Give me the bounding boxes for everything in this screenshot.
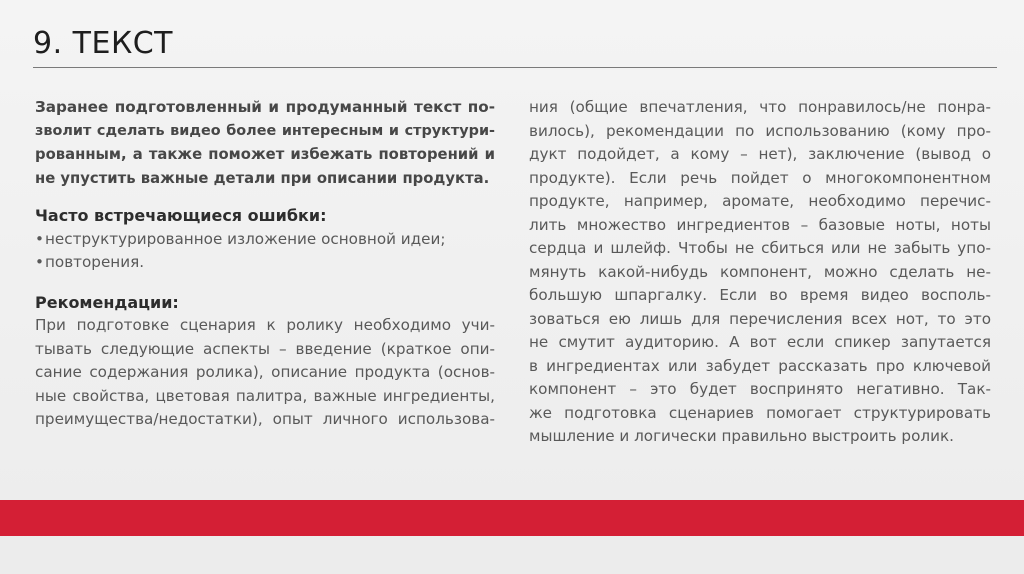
intro-paragraph — [35, 96, 495, 190]
mistake-text: неструктурированное изложение основной идеи; — [45, 229, 446, 248]
intro-line: зволит сделать видео более интересным и структури- — [35, 122, 495, 139]
title-divider — [33, 67, 997, 68]
right-column — [529, 96, 991, 449]
mistakes-heading: Часто встречающиеся ошибки: — [35, 206, 327, 225]
right-line: ния (общие впечатления, что понравилось/не понра- — [529, 98, 991, 116]
right-line: сердца и шлейф. Чтобы не сбиться или не забыть упо- — [529, 239, 991, 257]
slide-title: 9. ТЕКСТ — [33, 26, 174, 61]
intro-line: рованным, а также поможет избежать повторений и — [35, 146, 495, 163]
intro-line: Заранее подготовленный и продуманный текст по- — [35, 98, 495, 116]
right-line: большую шпаргалку. Если во время видео восполь- — [529, 286, 991, 304]
list-item — [35, 228, 495, 252]
recommendations-line: преимущества/недостатки), опыт личного использова- — [35, 410, 495, 428]
right-line: вилось), рекомендации по использованию (кому про- — [529, 121, 991, 140]
right-line: продукте, например, аромате, необходимо перечис- — [529, 192, 991, 210]
right-line: зоваться ею лишь для перечисления всех нот, то это — [529, 309, 991, 328]
recommendations-line: сание содержания ролика), описание продукта (основ- — [35, 363, 495, 381]
bullet-icon: • — [35, 229, 44, 248]
recommendations-heading: Рекомендации: — [35, 292, 179, 312]
right-line: дукт подойдет, а кому – нет), заключение (вывод о — [529, 145, 991, 163]
right-line: продукте). Если речь пойдет о многокомпонентном — [529, 168, 991, 187]
recommendations-paragraph — [35, 314, 495, 432]
right-line: не смутит аудиторию. А вот если спикер запутается — [529, 333, 991, 351]
bullet-icon: • — [35, 253, 44, 271]
mistakes-list — [35, 228, 495, 275]
right-line: лить множество ингредиентов – базовые ноты, ноты — [529, 215, 991, 234]
intro-line: не упустить важные детали при описании продукта. — [35, 169, 490, 187]
recommendations-line: При подготовке сценария к ролику необходимо учи- — [35, 316, 495, 334]
recommendations-line: ные свойства, цветовая палитра, важные ингредиенты, — [35, 386, 495, 405]
list-item — [35, 251, 495, 275]
right-line: мянуть какой-нибудь компонент, можно сделать не- — [529, 262, 991, 281]
left-column — [35, 96, 495, 432]
mistake-text: повторения. — [45, 253, 145, 271]
right-line: компонент – это будет воспринято негативно. Так- — [529, 380, 991, 398]
right-line: мышление и логически правильно выстроить ролик. — [529, 427, 954, 445]
right-line: в ингредиентах или забудет рассказать про ключевой — [529, 356, 991, 375]
recommendations-line: тывать следующие аспекты – введение (краткое опи- — [35, 339, 495, 358]
accent-band — [0, 500, 1024, 536]
right-line: же подготовка сценариев помогает структурировать — [529, 403, 991, 422]
